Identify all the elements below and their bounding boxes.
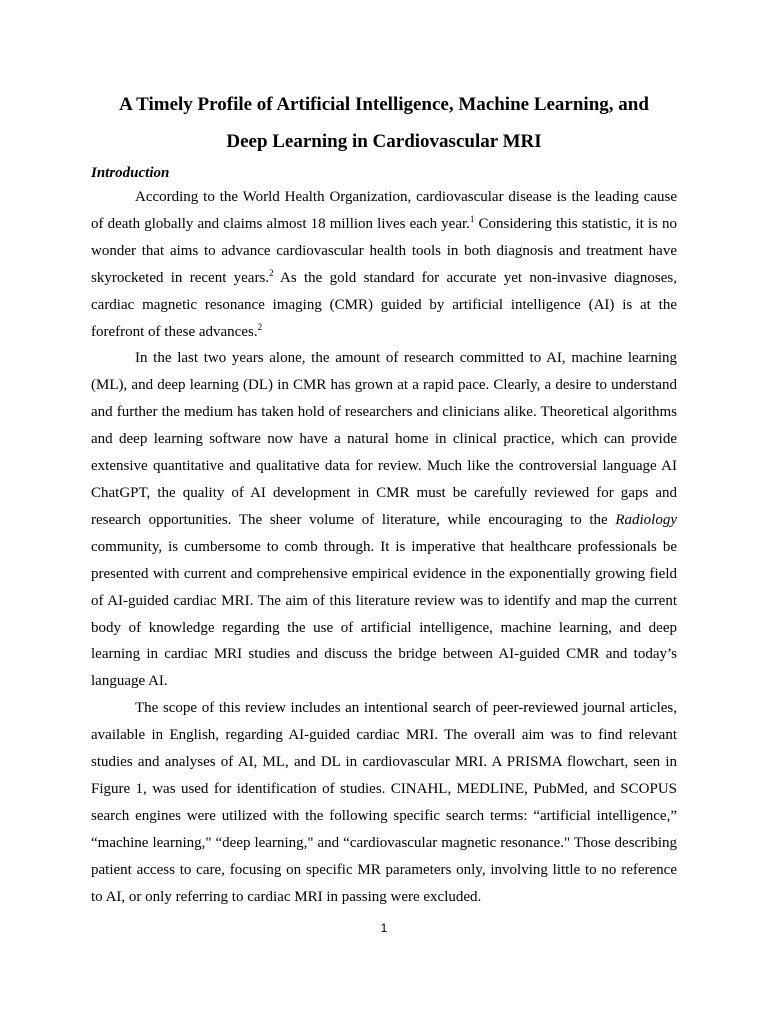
body-text <box>91 184 677 910</box>
citation-ref-1: 1 <box>469 213 475 224</box>
paragraph-2 <box>91 345 677 695</box>
page-number: 1 <box>380 921 388 935</box>
paragraph-3 <box>91 695 677 910</box>
paper-title-line-1: A Timely Profile of Artificial Intelligence, Machine Learning, and <box>119 94 649 115</box>
paragraph-1-text-a: According to the World Health Organization, cardiovascular disease is the leading cause of death globally and claims almost 18 million lives each year. <box>91 189 677 232</box>
citation-ref-3: 2 <box>257 321 263 332</box>
paragraph-1-text-c: As the gold standard for accurate yet non-invasive diagnoses, cardiac magnetic resonance imaging (CMR) guided by artificial intelligence (AI) is at the forefront of these advances. <box>91 269 677 340</box>
section-heading-introduction: Introduction <box>91 165 170 181</box>
paragraph-3-text: The scope of this review includes an intentional search of peer-reviewed journal articles, available in English, regarding AI-guided cardiac MRI. The overall aim was to find relevant studies and analyses of AI, ML, and DL in cardiovascular MRI. A PRISMA flowchart, seen in Figure 1, was used for identification of studies. CINAHL, MEDLINE, PubMed, and SCOPUS search engines were utilized with the following specific search terms: “artificial intelligence,” “machine learning," “deep learning," and “cardiovascular magnetic resonance." Those describing patient access to care, focusing on specific MR parameters only, involving little to no reference to AI, or only referring to cardiac MRI in passing were excluded. <box>91 700 677 905</box>
paragraph-2-italic-term: Radiology <box>615 511 677 528</box>
paper-title <box>80 86 688 160</box>
paragraph-1-text-b: Considering this statistic, it is no wonder that aims to advance cardiovascular health tools in both diagnosis and treatment have skyrocketed in recent years. <box>91 215 677 286</box>
paper-title-line-2: Deep Learning in Cardiovascular MRI <box>226 131 542 152</box>
paragraph-2-text-b: community, is cumbersome to comb through. It is imperative that healthcare professionals be presented with current and comprehensive empirical evidence in the exponentially growing field of AI-guided cardiac MRI. The aim of this literature review was to identify and map the current body of knowledge regarding the use of artificial intelligence, machine learning, and deep learning in cardiac MRI studies and discuss the bridge between AI-guided CMR and today’s language AI. <box>91 538 677 690</box>
paragraph-1 <box>91 184 677 345</box>
paragraph-2-text-a: In the last two years alone, the amount of research committed to AI, machine learning (ML), and deep learning (DL) in CMR has grown at a rapid pace. Clearly, a desire to understand and further the medium has taken hold of researchers and clinicians alike. Theoretical algorithms and deep learning software now have a natural home in clinical practice, which can provide extensive quantitative and qualitative data for review. Much like the controversial language AI ChatGPT, the quality of AI development in CMR must be carefully reviewed for gaps and research opportunities. The sheer volume of literature, while encouraging to the <box>91 350 677 528</box>
citation-ref-2: 2 <box>269 267 274 278</box>
